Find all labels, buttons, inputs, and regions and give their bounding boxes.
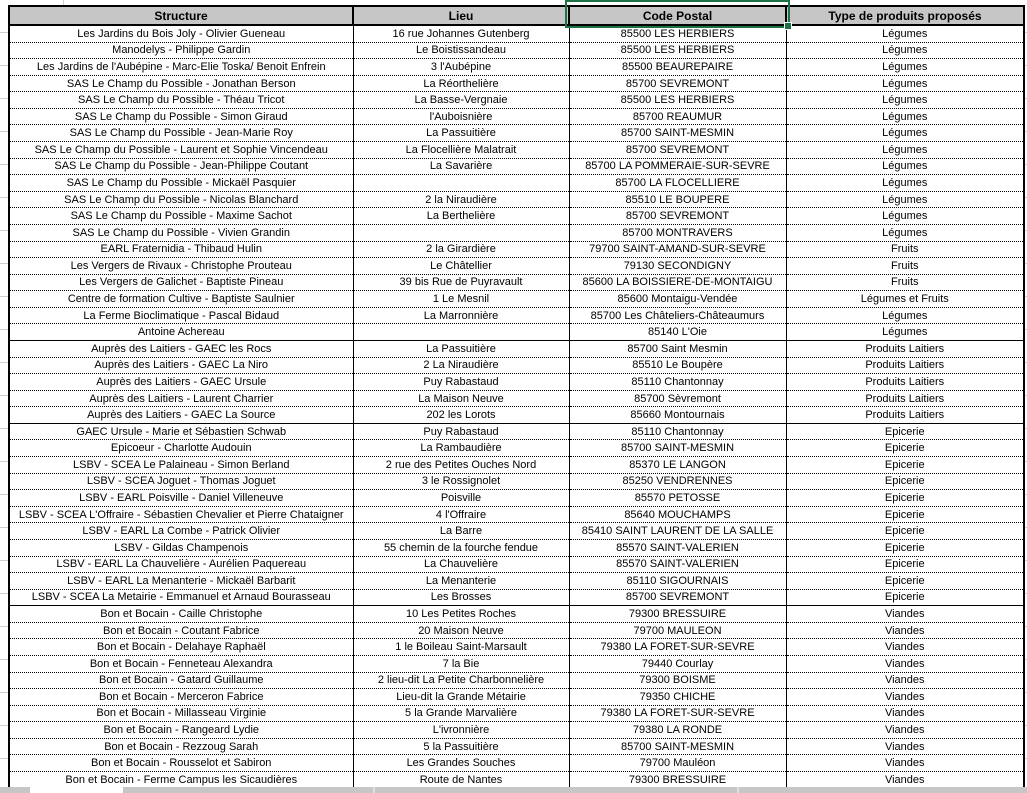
cell-type-produits[interactable]: Légumes: [786, 75, 1024, 92]
cell-lieu[interactable]: La Barre: [353, 523, 569, 540]
cell-lieu[interactable]: La Passuitière: [353, 125, 569, 142]
table-row: [9, 457, 1024, 474]
cell-lieu[interactable]: La Flocellière Malatrait: [353, 142, 569, 159]
table-row: [9, 357, 1024, 374]
cell-code-postal[interactable]: 85500 LES HERBIERS: [569, 92, 786, 109]
cell-structure[interactable]: LSBV - SCEA La Metairie - Emmanuel et Arnaud Bourasseau: [9, 589, 353, 606]
cell-type-produits[interactable]: Légumes: [786, 324, 1024, 341]
cell-structure[interactable]: LSBV - EARL La Chauvelière - Aurélien Paquereau: [9, 556, 353, 573]
cell-type-produits[interactable]: Fruits: [786, 258, 1024, 275]
table-row: [9, 423, 1024, 440]
table-row: [9, 705, 1024, 722]
table-row: [9, 374, 1024, 391]
table-row: [9, 722, 1024, 739]
gridline: [373, 787, 375, 793]
cell-code-postal[interactable]: 79380 LA RONDE: [569, 722, 786, 739]
cell-type-produits[interactable]: Produits Laitiers: [786, 357, 1024, 374]
cell-type-produits[interactable]: Epicerie: [786, 506, 1024, 523]
partial-cell: [30, 787, 123, 793]
cell-lieu[interactable]: Puy Rabastaud: [353, 423, 569, 440]
cell-structure[interactable]: Bon et Bocain - Caille Christophe: [9, 606, 353, 623]
cell-lieu[interactable]: 2 La Niraudière: [353, 357, 569, 374]
header-type-produits[interactable]: Type de produits proposés: [786, 6, 1024, 25]
cell-type-produits[interactable]: Epicerie: [786, 556, 1024, 573]
table-row: [9, 523, 1024, 540]
cell-lieu[interactable]: 1 Le Mesnil: [353, 291, 569, 308]
cell-code-postal[interactable]: 85700 Sèvremont: [569, 390, 786, 407]
cell-lieu[interactable]: La Rambaudière: [353, 440, 569, 457]
table-row: [9, 672, 1024, 689]
cell-lieu[interactable]: 55 chemin de la fourche fendue: [353, 539, 569, 556]
cell-code-postal[interactable]: 85110 Chantonnay: [569, 423, 786, 440]
cell-lieu[interactable]: 2 lieu-dit La Petite Charbonnelière: [353, 672, 569, 689]
cell-structure[interactable]: LSBV - EARL La Combe - Patrick Olivier: [9, 523, 353, 540]
cell-lieu[interactable]: 3 le Rossignolet: [353, 473, 569, 490]
cell-type-produits[interactable]: Produits Laitiers: [786, 407, 1024, 424]
table-row: [9, 490, 1024, 507]
table-row: [9, 340, 1024, 357]
cell-structure[interactable]: La Ferme Bioclimatique - Pascal Bidaud: [9, 307, 353, 324]
cell-lieu[interactable]: [353, 224, 569, 241]
table-body: [9, 25, 1024, 789]
cell-code-postal[interactable]: 79700 Mauléon: [569, 755, 786, 772]
cell-structure[interactable]: Bon et Bocain - Gatard Guillaume: [9, 672, 353, 689]
cell-structure[interactable]: GAEC Ursule - Marie et Sébastien Schwab: [9, 423, 353, 440]
cell-code-postal[interactable]: 85370 LE LANGON: [569, 457, 786, 474]
table-row: [9, 622, 1024, 639]
cell-type-produits[interactable]: Viandes: [786, 639, 1024, 656]
table-row: [9, 738, 1024, 755]
cell-code-postal[interactable]: 85700 SAINT-MESMIN: [569, 440, 786, 457]
cell-lieu[interactable]: Le Boistissandeau: [353, 42, 569, 59]
table-row: [9, 92, 1024, 109]
cell-lieu[interactable]: 5 la Passuitière: [353, 738, 569, 755]
cell-type-produits[interactable]: Viandes: [786, 689, 1024, 706]
table-row: [9, 573, 1024, 590]
cell-structure[interactable]: SAS Le Champ du Possible - Vivien Grandin: [9, 224, 353, 241]
cell-code-postal[interactable]: 85110 Chantonnay: [569, 374, 786, 391]
cell-code-postal[interactable]: 85640 MOUCHAMPS: [569, 506, 786, 523]
header-code-postal[interactable]: Code Postal: [569, 6, 786, 25]
cell-structure[interactable]: Bon et Bocain - Rangeard Lydie: [9, 722, 353, 739]
cell-structure[interactable]: Bon et Bocain - Rousselot et Sabiron: [9, 755, 353, 772]
cell-structure[interactable]: SAS Le Champ du Possible - Jean-Philippe Coutant: [9, 158, 353, 175]
gridline: [737, 787, 739, 793]
cell-type-produits[interactable]: Epicerie: [786, 473, 1024, 490]
header-structure[interactable]: Structure: [9, 6, 353, 25]
table-row: [9, 473, 1024, 490]
cell-type-produits[interactable]: Viandes: [786, 655, 1024, 672]
cell-structure[interactable]: EARL Fraternidia - Thibaud Hulin: [9, 241, 353, 258]
cell-structure[interactable]: LSBV - Gildas Champenois: [9, 539, 353, 556]
cell-structure[interactable]: SAS Le Champ du Possible - Nicolas Blanchard: [9, 191, 353, 208]
cell-lieu[interactable]: La Menanterie: [353, 573, 569, 590]
cell-type-produits[interactable]: Légumes: [786, 25, 1024, 42]
cell-structure[interactable]: Bon et Bocain - Fenneteau Alexandra: [9, 655, 353, 672]
cell-lieu[interactable]: La Berthelière: [353, 208, 569, 225]
cell-type-produits[interactable]: Viandes: [786, 772, 1024, 789]
cell-type-produits[interactable]: Légumes: [786, 307, 1024, 324]
cell-code-postal[interactable]: 79380 LA FORET-SUR-SEVRE: [569, 639, 786, 656]
cell-structure[interactable]: SAS Le Champ du Possible - Mickaël Pasquier: [9, 175, 353, 192]
table-row: [9, 291, 1024, 308]
cell-structure[interactable]: SAS Le Champ du Possible - Théau Tricot: [9, 92, 353, 109]
cell-type-produits[interactable]: Viandes: [786, 606, 1024, 623]
cell-code-postal[interactable]: 85110 SIGOURNAIS: [569, 573, 786, 590]
header-row: [9, 6, 1024, 25]
cell-code-postal[interactable]: 85700 LA POMMERAIE-SUR-SEVRE: [569, 158, 786, 175]
table-row: [9, 142, 1024, 159]
cell-code-postal[interactable]: 79440 Courlay: [569, 655, 786, 672]
cell-structure[interactable]: LSBV - EARL La Menanterie - Mickaël Barbarit: [9, 573, 353, 590]
producers-table: [8, 5, 1025, 790]
cell-code-postal[interactable]: 85500 BEAUREPAIRE: [569, 59, 786, 76]
cell-type-produits[interactable]: Fruits: [786, 241, 1024, 258]
cell-structure[interactable]: SAS Le Champ du Possible - Simon Giraud: [9, 108, 353, 125]
table-row: [9, 689, 1024, 706]
cell-lieu[interactable]: 2 la Niraudière: [353, 191, 569, 208]
cell-type-produits[interactable]: Légumes: [786, 158, 1024, 175]
cell-lieu[interactable]: 7 la Bie: [353, 655, 569, 672]
cell-type-produits[interactable]: Légumes: [786, 59, 1024, 76]
cell-code-postal[interactable]: 85570 SAINT-VALERIEN: [569, 539, 786, 556]
cell-type-produits[interactable]: Légumes: [786, 175, 1024, 192]
cell-lieu[interactable]: 2 la Girardière: [353, 241, 569, 258]
cell-lieu[interactable]: Route de Nantes: [353, 772, 569, 789]
table-row: [9, 125, 1024, 142]
cell-lieu[interactable]: Le Châtellier: [353, 258, 569, 275]
cell-type-produits[interactable]: Légumes: [786, 191, 1024, 208]
cell-code-postal[interactable]: 79700 SAINT-AMAND-SUR-SEVRE: [569, 241, 786, 258]
table-row: [9, 42, 1024, 59]
cell-lieu[interactable]: L'ivronnière: [353, 722, 569, 739]
cell-code-postal[interactable]: 79300 BRESSUIRE: [569, 606, 786, 623]
cell-lieu[interactable]: 2 rue des Petites Ouches Nord: [353, 457, 569, 474]
table-row: [9, 639, 1024, 656]
cell-code-postal[interactable]: 79300 BOISME: [569, 672, 786, 689]
cell-structure[interactable]: Bon et Bocain - Rezzoug Sarah: [9, 738, 353, 755]
cell-type-produits[interactable]: Epicerie: [786, 539, 1024, 556]
cell-code-postal[interactable]: 79300 BRESSUIRE: [569, 772, 786, 789]
cell-type-produits[interactable]: Légumes: [786, 125, 1024, 142]
cell-code-postal[interactable]: 85700 Saint Mesmin: [569, 340, 786, 357]
table-row: [9, 208, 1024, 225]
cell-structure[interactable]: SAS Le Champ du Possible - Jean-Marie Roy: [9, 125, 353, 142]
cell-type-produits[interactable]: Produits Laitiers: [786, 340, 1024, 357]
cell-lieu[interactable]: La Savarière: [353, 158, 569, 175]
cell-structure[interactable]: SAS Le Champ du Possible - Maxime Sachot: [9, 208, 353, 225]
cell-lieu[interactable]: La Réorthelière: [353, 75, 569, 92]
table-row: [9, 59, 1024, 76]
cell-code-postal[interactable]: 85700 SAINT-MESMIN: [569, 738, 786, 755]
cell-lieu[interactable]: La Basse-Vergnaie: [353, 92, 569, 109]
cell-code-postal[interactable]: 85510 LE BOUPERE: [569, 191, 786, 208]
cell-type-produits[interactable]: Epicerie: [786, 490, 1024, 507]
cell-code-postal[interactable]: 85410 SAINT LAURENT DE LA SALLE: [569, 523, 786, 540]
sheet-bottom-partial-row: [0, 787, 1027, 793]
cell-structure[interactable]: Auprès des Laitiers - GAEC Ursule: [9, 374, 353, 391]
cell-type-produits[interactable]: Légumes: [786, 108, 1024, 125]
cell-lieu[interactable]: La Passuitière: [353, 340, 569, 357]
cell-type-produits[interactable]: Légumes et Fruits: [786, 291, 1024, 308]
cell-structure[interactable]: Auprès des Laitiers - Laurent Charrier: [9, 390, 353, 407]
cell-type-produits[interactable]: Epicerie: [786, 523, 1024, 540]
cell-structure[interactable]: Bon et Bocain - Millasseau Virginie: [9, 705, 353, 722]
cell-structure[interactable]: LSBV - EARL Poisville - Daniel Villeneuve: [9, 490, 353, 507]
cell-structure[interactable]: Bon et Bocain - Delahaye Raphaël: [9, 639, 353, 656]
cell-lieu[interactable]: La Marronnière: [353, 307, 569, 324]
cell-lieu[interactable]: Lieu-dit la Grande Métairie: [353, 689, 569, 706]
cell-code-postal[interactable]: 85600 LA BOISSIERE-DE-MONTAIGU: [569, 274, 786, 291]
cell-structure[interactable]: SAS Le Champ du Possible - Laurent et Sophie Vincendeau: [9, 142, 353, 159]
cell-structure[interactable]: SAS Le Champ du Possible - Jonathan Berson: [9, 75, 353, 92]
table-row: [9, 556, 1024, 573]
cell-code-postal[interactable]: 79130 SECONDIGNY: [569, 258, 786, 275]
cell-lieu[interactable]: 5 la Grande Marvalière: [353, 705, 569, 722]
cell-structure[interactable]: Auprès des Laitiers - GAEC La Source: [9, 407, 353, 424]
cell-type-produits[interactable]: Epicerie: [786, 589, 1024, 606]
cell-code-postal[interactable]: 79380 LA FORET-SUR-SEVRE: [569, 705, 786, 722]
cell-type-produits[interactable]: Epicerie: [786, 573, 1024, 590]
cell-type-produits[interactable]: Epicerie: [786, 423, 1024, 440]
cell-structure[interactable]: Centre de formation Cultive - Baptiste Saulnier: [9, 291, 353, 308]
cell-structure[interactable]: Manodelys - Philippe Gardin: [9, 42, 353, 59]
cell-lieu[interactable]: Poisville: [353, 490, 569, 507]
sheet-grid-left-sliver: [0, 0, 8, 787]
cell-type-produits[interactable]: Viandes: [786, 672, 1024, 689]
cell-lieu[interactable]: Puy Rabastaud: [353, 374, 569, 391]
cell-structure[interactable]: LSBV - SCEA L'Offraire - Sébastien Chevalier et Pierre Chataigner: [9, 506, 353, 523]
cell-lieu[interactable]: La Maison Neuve: [353, 390, 569, 407]
cell-lieu[interactable]: l'Auboisnière: [353, 108, 569, 125]
cell-code-postal[interactable]: 85140 L'Oie: [569, 324, 786, 341]
cell-type-produits[interactable]: Légumes: [786, 142, 1024, 159]
table-row: [9, 506, 1024, 523]
cell-code-postal[interactable]: 85700 SAINT-MESMIN: [569, 125, 786, 142]
table-row: [9, 655, 1024, 672]
cell-lieu[interactable]: Les Grandes Souches: [353, 755, 569, 772]
cell-code-postal[interactable]: 85510 Le Boupère: [569, 357, 786, 374]
cell-type-produits[interactable]: Viandes: [786, 738, 1024, 755]
table-row: [9, 241, 1024, 258]
table-row: [9, 108, 1024, 125]
cell-structure[interactable]: Antoine Achereau: [9, 324, 353, 341]
cell-structure[interactable]: LSBV - SCEA Le Palaineau - Simon Berland: [9, 457, 353, 474]
cell-lieu[interactable]: 3 l'Aubépine: [353, 59, 569, 76]
cell-type-produits[interactable]: Viandes: [786, 622, 1024, 639]
table-row: [9, 274, 1024, 291]
cell-structure[interactable]: Bon et Bocain - Ferme Campus les Sicaudières: [9, 772, 353, 789]
cell-type-produits[interactable]: Fruits: [786, 274, 1024, 291]
table-row: [9, 324, 1024, 341]
cell-code-postal[interactable]: 85250 VENDRENNES: [569, 473, 786, 490]
cell-lieu[interactable]: Les Brosses: [353, 589, 569, 606]
cell-type-produits[interactable]: Légumes: [786, 224, 1024, 241]
cell-type-produits[interactable]: Epicerie: [786, 440, 1024, 457]
cell-code-postal[interactable]: 85700 SEVREMONT: [569, 589, 786, 606]
cell-code-postal[interactable]: 85700 SEVREMONT: [569, 208, 786, 225]
cell-code-postal[interactable]: 85570 SAINT-VALERIEN: [569, 556, 786, 573]
cell-structure[interactable]: Epicoeur - Charlotte Audouin: [9, 440, 353, 457]
cell-structure[interactable]: Les Vergers de Rivaux - Christophe Prouteau: [9, 258, 353, 275]
table-row: [9, 539, 1024, 556]
table-row: [9, 606, 1024, 623]
cell-type-produits[interactable]: Viandes: [786, 755, 1024, 772]
cell-lieu[interactable]: 39 bis Rue de Puyravault: [353, 274, 569, 291]
cell-code-postal[interactable]: 85700 SEVREMONT: [569, 75, 786, 92]
table-row: [9, 175, 1024, 192]
table-row: [9, 307, 1024, 324]
table-row: [9, 589, 1024, 606]
cell-type-produits[interactable]: Viandes: [786, 705, 1024, 722]
cell-code-postal[interactable]: 85570 PETOSSE: [569, 490, 786, 507]
cell-lieu[interactable]: 16 rue Johannes Gutenberg: [353, 25, 569, 42]
cell-lieu[interactable]: La Chauvelière: [353, 556, 569, 573]
cell-code-postal[interactable]: 85660 Montournais: [569, 407, 786, 424]
cell-type-produits[interactable]: Produits Laitiers: [786, 374, 1024, 391]
cell-type-produits[interactable]: Légumes: [786, 208, 1024, 225]
table-row: [9, 755, 1024, 772]
cell-lieu[interactable]: 20 Maison Neuve: [353, 622, 569, 639]
table-row: [9, 191, 1024, 208]
table-row: [9, 224, 1024, 241]
cell-structure[interactable]: LSBV - SCEA Joguet - Thomas Joguet: [9, 473, 353, 490]
cell-lieu[interactable]: [353, 324, 569, 341]
table-row: [9, 158, 1024, 175]
cell-code-postal[interactable]: 85700 REAUMUR: [569, 108, 786, 125]
cell-lieu[interactable]: 202 les Lorots: [353, 407, 569, 424]
cell-structure[interactable]: Les Jardins du Bois Joly - Olivier Gueneau: [9, 25, 353, 42]
cell-code-postal[interactable]: 85700 LA FLOCELLIERE: [569, 175, 786, 192]
cell-structure[interactable]: Auprès des Laitiers - GAEC La Niro: [9, 357, 353, 374]
cell-lieu[interactable]: 1 le Boileau Saint-Marsault: [353, 639, 569, 656]
cell-structure[interactable]: Les Jardins de l'Aubépine - Marc-Elie Toska/ Benoit Enfrein: [9, 59, 353, 76]
cell-structure[interactable]: Les Vergers de Galichet - Baptiste Pineau: [9, 274, 353, 291]
cell-structure[interactable]: Auprès des Laitiers - GAEC les Rocs: [9, 340, 353, 357]
cell-code-postal[interactable]: 85700 Les Châteliers-Châteaumurs: [569, 307, 786, 324]
cell-type-produits[interactable]: Légumes: [786, 92, 1024, 109]
cell-code-postal[interactable]: 85500 LES HERBIERS: [569, 25, 786, 42]
cell-structure[interactable]: Bon et Bocain - Merceron Fabrice: [9, 689, 353, 706]
table-row: [9, 440, 1024, 457]
cell-lieu[interactable]: [353, 175, 569, 192]
table-row: [9, 390, 1024, 407]
table-row: [9, 258, 1024, 275]
cell-code-postal[interactable]: 85700 SEVREMONT: [569, 142, 786, 159]
cell-code-postal[interactable]: 85700 MONTRAVERS: [569, 224, 786, 241]
cell-code-postal[interactable]: 79700 MAULEON: [569, 622, 786, 639]
cell-structure[interactable]: Bon et Bocain - Coutant Fabrice: [9, 622, 353, 639]
cell-lieu[interactable]: 10 Les Petites Roches: [353, 606, 569, 623]
cell-code-postal[interactable]: 85500 LES HERBIERS: [569, 42, 786, 59]
cell-code-postal[interactable]: 85600 Montaigu-Vendée: [569, 291, 786, 308]
cell-type-produits[interactable]: Viandes: [786, 722, 1024, 739]
cell-type-produits[interactable]: Produits Laitiers: [786, 390, 1024, 407]
table-row: [9, 407, 1024, 424]
header-lieu[interactable]: Lieu: [353, 6, 569, 25]
cell-lieu[interactable]: 4 l'Offraire: [353, 506, 569, 523]
cell-type-produits[interactable]: Légumes: [786, 42, 1024, 59]
table-row: [9, 25, 1024, 42]
table-row: [9, 75, 1024, 92]
cell-type-produits[interactable]: Epicerie: [786, 457, 1024, 474]
cell-code-postal[interactable]: 79350 CHICHE: [569, 689, 786, 706]
